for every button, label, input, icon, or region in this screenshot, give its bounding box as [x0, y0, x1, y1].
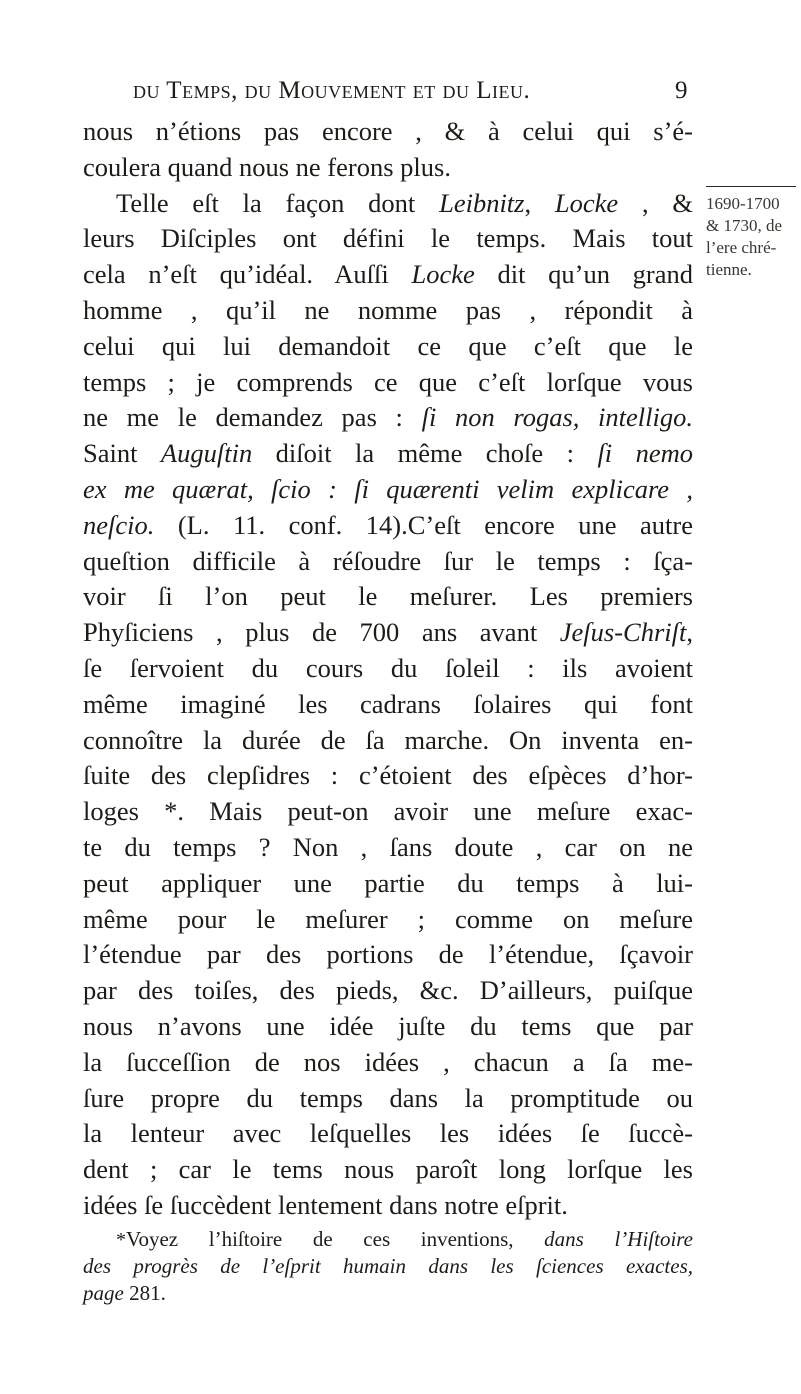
text-line: voir ſi l’on peut le meſurer. Les premiers [83, 581, 693, 612]
italic-segment: page [83, 1281, 124, 1305]
text-line [83, 508, 693, 544]
text-line: même imaginé les cadrans ſolaires qui font [83, 688, 693, 719]
margin-note-line: & 1730, de [706, 216, 783, 235]
text-segment: cela n’eſt qu’idéal. Auſſi [83, 259, 412, 290]
italic-segment: neſcio. [83, 509, 155, 540]
text-segment: (L. 11. conf. 14).C’eſt encore une autre [154, 509, 693, 540]
text-line [83, 436, 693, 472]
text-line: peut appliquer une partie du temps à lui- [83, 867, 693, 898]
text-segment: dit qu’un grand [474, 259, 694, 290]
margin-note-line: tienne. [706, 260, 752, 279]
text-segment: 281. [123, 1281, 166, 1305]
text-line: leurs Diſciples ont défini le temps. Mais tout [83, 223, 693, 254]
text-line: ſuite des clepſidres : c’étoient des eſpèces d’hor- [83, 760, 693, 791]
text-line [83, 186, 693, 222]
text-line: coulera quand nous ne ferons plus. [83, 151, 451, 182]
text-line: idées ſe ſuccèdent lentement dans notre eſprit. [83, 1189, 568, 1220]
text-line [83, 615, 693, 651]
running-head-title: du Temps, du Mouvement et du Lieu. [133, 77, 531, 104]
text-line: loges *. Mais peut-on avoir une meſure exac- [83, 796, 693, 827]
text-segment: , [686, 617, 693, 648]
text-segment: , & [618, 187, 693, 218]
text-line [83, 472, 693, 508]
footnote [83, 1226, 693, 1307]
text-line: ſure propre du temps dans la promptitude ou [83, 1082, 693, 1113]
text-segment: Saint [83, 438, 161, 469]
text-segment: Voyez l’hiſtoire de ces inventions, [126, 1227, 545, 1251]
footnote-marker: * [116, 1229, 126, 1251]
footnote-line [83, 1280, 693, 1307]
margin-note-line: l’ere chré- [706, 238, 777, 257]
italic-segment: Leibnitz [439, 187, 525, 218]
text-line: te du temps ? Non , ſans doute , car on ne [83, 831, 693, 862]
text-line [83, 400, 693, 436]
margin-note [706, 186, 796, 281]
text-segment: Telle eſt la façon dont [116, 187, 440, 218]
italic-segment: Locke [554, 187, 619, 218]
text-segment: Phyſiciens , plus de 700 ans avant [83, 617, 560, 648]
running-head [133, 77, 688, 117]
text-line: queſtion difficile à réſoudre ſur le temps : ſça- [83, 545, 693, 576]
text-line: homme , qu’il ne nomme pas , répondit à [83, 294, 693, 325]
footnote-line [83, 1226, 693, 1253]
body-text [83, 114, 693, 1224]
text-line [83, 257, 693, 293]
text-segment: , [524, 187, 555, 218]
italic-segment: ex me quærat, ſcio : ſi quærenti velim explicare , [83, 473, 693, 504]
italic-segment: Auguſtin [160, 438, 253, 469]
footnote-line [83, 1253, 693, 1280]
text-line: ſe ſervoient du cours du ſoleil : ils avoient [83, 652, 693, 683]
text-segment: diſoit la même choſe : [252, 438, 598, 469]
italic-segment: ſi non rogas, intelligo. [421, 402, 693, 433]
italic-segment: Jeſus-Chriſt [559, 617, 687, 648]
italic-segment: Locke [411, 259, 475, 290]
margin-note-line: 1690-1700 [706, 194, 780, 213]
text-line: la lenteur avec leſquelles les idées ſe ſuccè- [83, 1118, 693, 1149]
text-line: dent ; car le tems nous paroît long lorſque les [83, 1154, 693, 1185]
text-line: temps ; je comprends ce que c’eſt lorſque vous [83, 366, 693, 397]
text-line: nous n’avons une idée juſte du tems que par [83, 1010, 693, 1041]
text-line: connoître la durée de ſa marche. On inventa en- [83, 724, 693, 755]
text-segment: ne me le demandez pas : [83, 402, 422, 433]
italic-segment: des progrès de l’eſprit humain dans les ſciences exactes, [83, 1254, 693, 1278]
text-line: même pour le meſurer ; comme on meſure [83, 903, 693, 934]
text-line: l’étendue par des portions de l’étendue, ſçavoir [83, 939, 693, 970]
page-number: 9 [675, 77, 688, 104]
text-line: nous n’étions pas encore , & à celui qui s’é- [83, 116, 693, 146]
italic-segment: ſi nemo [597, 438, 694, 469]
italic-segment: dans l’Hiſtoire [544, 1227, 693, 1251]
text-line: celui qui lui demandoit ce que c’eſt que le [83, 330, 693, 361]
text-line: la ſucceſſion de nos idées , chacun a ſa me- [83, 1046, 693, 1077]
text-line: par des toiſes, des pieds, &c. D’ailleurs, puiſque [83, 975, 693, 1006]
